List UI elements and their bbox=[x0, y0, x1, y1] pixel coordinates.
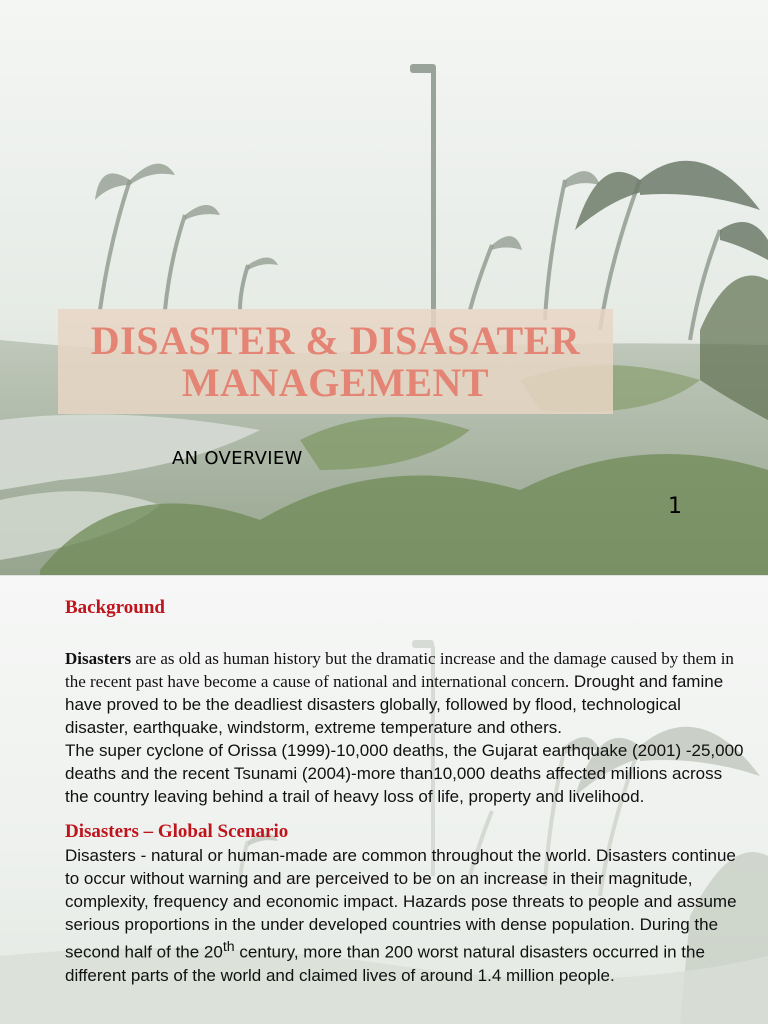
slide-content bbox=[65, 596, 745, 987]
paragraph-global bbox=[65, 844, 745, 987]
paragraph-global-main: Disasters - natural or human-made are common throughout the world. Disasters continue to occur without warning and are perceived to be on an increase in their magnitude, complexity, frequency and economic impact. Hazards pose threats to people and assume serious proportions in the under developed countries with dense population. During the second half of the 20 bbox=[65, 846, 737, 962]
paragraph-global-tail: century, more than 200 worst natural disasters occurred in the different parts of the world and claimed lives of around 1.4 million people. bbox=[65, 942, 705, 985]
superscript-th: th bbox=[222, 939, 235, 955]
heading-global-scenario: Disasters – Global Scenario bbox=[65, 821, 289, 842]
title-box bbox=[58, 309, 613, 414]
disasters-lead-word: Disasters bbox=[65, 649, 132, 668]
paragraph-india-disasters: The super cyclone of Orissa (1999)-10,000 deaths, the Gujarat earthquake (2001) -25,000 deaths and the recent Tsunami (2004)-more than10,000 deaths affected millions across the country leaving behind a trail of heavy loss of life, property and livelihood. bbox=[65, 741, 744, 806]
background-slide bbox=[0, 576, 768, 1024]
slide-title: DISASTER & DISASATER MANAGEMENT bbox=[90, 317, 581, 405]
slide-subtitle: AN OVERVIEW bbox=[172, 448, 303, 469]
page-number: 1 bbox=[668, 494, 682, 519]
paragraph-intro-serif: are as old as human history but the dramatic increase and the damage caused by them in the recent past have become a cause of national and international concern. bbox=[65, 649, 734, 691]
heading-background: Background bbox=[65, 597, 165, 618]
paragraph-intro-rest: Drought and famine have proved to be the deadliest disasters globally, followed by flood, technological disaster, earthquake, windstorm, extreme temperature and others. bbox=[65, 672, 724, 737]
paragraph-disasters-intro bbox=[65, 647, 745, 739]
